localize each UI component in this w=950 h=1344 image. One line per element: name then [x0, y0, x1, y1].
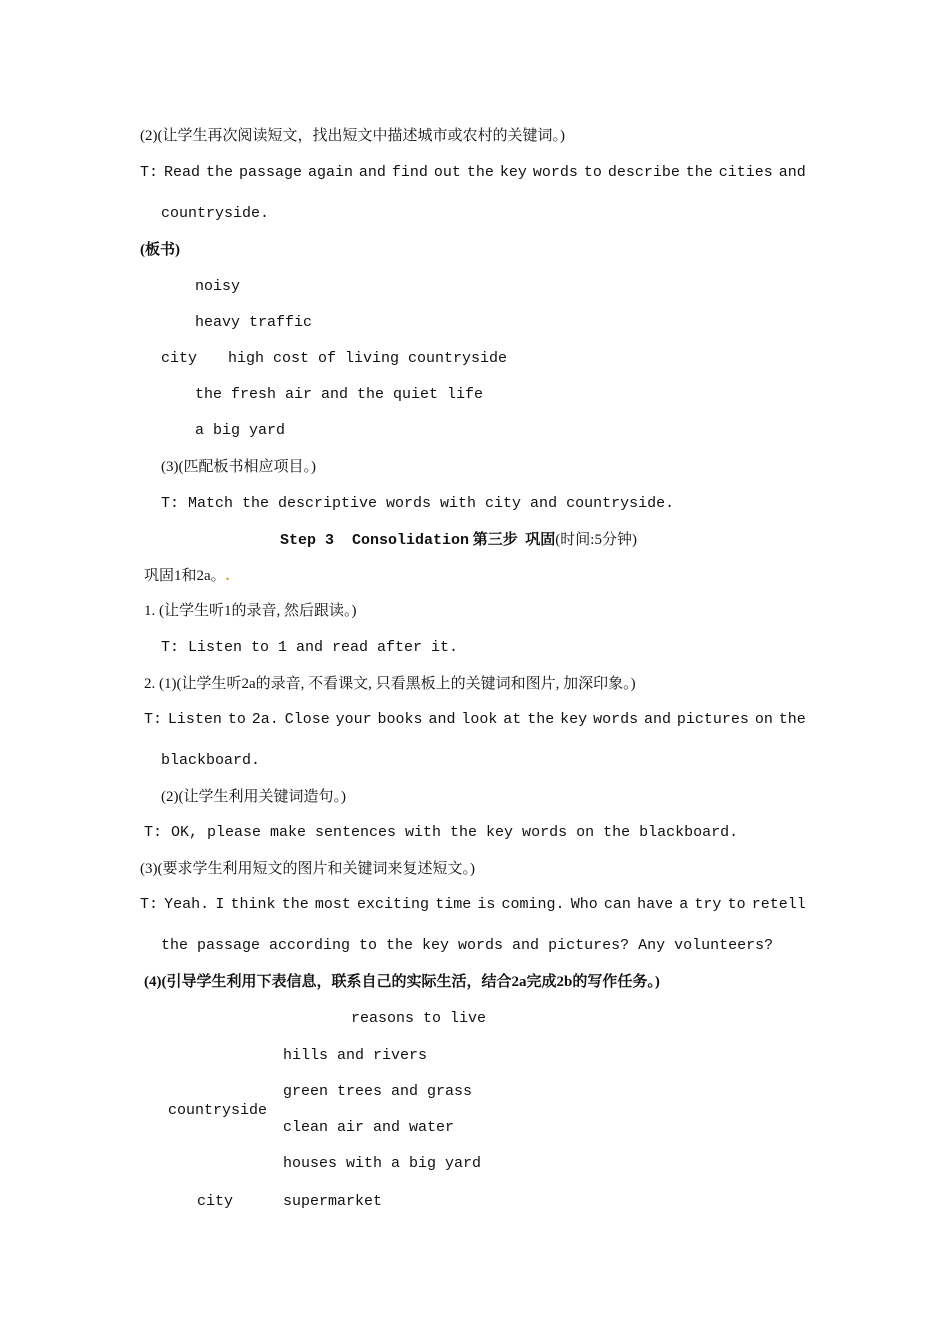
teacher-line-listen-2a-cont: blackboard.: [161, 752, 261, 769]
word: passage: [238, 164, 302, 181]
word: exciting: [357, 896, 430, 913]
word: again: [307, 164, 353, 181]
teacher-line-read-passage-cont: countryside.: [161, 205, 270, 222]
word: words: [593, 711, 639, 728]
word: Listen: [167, 711, 222, 728]
word: key: [499, 164, 527, 181]
word: the: [466, 164, 494, 181]
word: Read: [163, 164, 200, 181]
word: out: [433, 164, 461, 181]
word: have: [637, 896, 674, 913]
task-2-4-instruction: (4)(引导学生利用下表信息，联系自己的实际生活，结合2a完成2b的写作任务。): [144, 974, 660, 990]
step-heading-cn: 第三步 巩固: [472, 532, 556, 548]
word: at: [503, 711, 522, 728]
blackboard-item: a big yard: [195, 422, 286, 439]
table-item: supermarket: [283, 1193, 383, 1210]
word: retell: [751, 896, 806, 913]
table-item: green trees and grass: [283, 1083, 473, 1100]
blackboard-item: high cost of living countryside: [228, 350, 508, 367]
teacher-line-sentences: T: OK, please make sentences with the key words on the blackboard.: [144, 824, 739, 841]
word: most: [314, 896, 351, 913]
word: cities: [718, 164, 773, 181]
task-1-instruction: 1. (让学生听1的录音, 然后跟读。): [144, 603, 357, 619]
word: is: [477, 896, 496, 913]
table-item: clean air and water: [283, 1119, 455, 1136]
word: and: [643, 711, 671, 728]
word: on: [754, 711, 773, 728]
word: Close: [284, 711, 330, 728]
blackboard-item: noisy: [195, 278, 241, 295]
word: T:: [140, 896, 159, 913]
consolidation-intro-mark: .: [225, 568, 230, 584]
teacher-line-match: T: Match the descriptive words with city and countryside.: [161, 495, 675, 512]
table-item: hills and rivers: [283, 1047, 428, 1064]
consolidation-intro-text: 巩固1和2a。: [144, 568, 226, 584]
word: try: [694, 896, 722, 913]
word: your: [335, 711, 372, 728]
word: words: [532, 164, 578, 181]
word: Yeah.: [164, 896, 210, 913]
word: Who: [570, 896, 598, 913]
word: to: [583, 164, 602, 181]
word: and: [358, 164, 386, 181]
word: can: [603, 896, 631, 913]
table-label-countryside: countryside: [168, 1102, 268, 1119]
teacher-line-retell: [140, 895, 806, 915]
teacher-line-read-passage: [140, 163, 806, 183]
teacher-line-listen-2a: [144, 710, 806, 730]
word: think: [230, 896, 276, 913]
word: 2a.: [251, 711, 279, 728]
table-header: reasons to live: [351, 1010, 487, 1027]
teacher-line-listen-1: T: Listen to 1 and read after it.: [161, 639, 459, 656]
word: and: [428, 711, 456, 728]
word: describe: [607, 164, 680, 181]
task-2-instruction: 2. (1)(让学生听2a的录音, 不看课文, 只看黑板上的关键词和图片, 加深印象。): [144, 676, 636, 692]
task-2-3-instruction: (3)(要求学生利用短文的图片和关键词来复述短文。): [140, 861, 475, 877]
word: T:: [144, 711, 163, 728]
word: T:: [140, 164, 159, 181]
blackboard-heading: (板书): [140, 242, 180, 258]
word: books: [377, 711, 423, 728]
word: the: [205, 164, 233, 181]
task-2-2-instruction: (2)(让学生利用关键词造句。): [161, 789, 346, 805]
word: look: [461, 711, 498, 728]
word: the: [281, 896, 309, 913]
word: I: [215, 896, 225, 913]
instruction-2: (2)(让学生再次阅读短文，找出短文中描述城市或农村的关键词。): [140, 128, 565, 144]
word: to: [227, 711, 246, 728]
table-item: houses with a big yard: [283, 1155, 482, 1172]
word: the: [778, 711, 806, 728]
word: to: [727, 896, 746, 913]
blackboard-item: heavy traffic: [195, 314, 313, 331]
word: the: [685, 164, 713, 181]
table-label-city: city: [197, 1193, 234, 1210]
step-heading: [280, 530, 637, 551]
consolidation-intro: [144, 566, 229, 586]
word: time: [435, 896, 472, 913]
word: the: [527, 711, 555, 728]
word: key: [560, 711, 588, 728]
step-heading-time: (时间:5分钟): [555, 532, 637, 548]
blackboard-item: the fresh air and the quiet life: [195, 386, 484, 403]
word: coming.: [501, 896, 565, 913]
word: pictures: [676, 711, 749, 728]
word: find: [391, 164, 428, 181]
instruction-3: (3)(匹配板书相应项目。): [161, 459, 316, 475]
word: and: [778, 164, 806, 181]
step-heading-en: Step 3 Consolidation: [280, 532, 470, 549]
blackboard-city-label: city: [161, 350, 198, 367]
word: a: [679, 896, 689, 913]
teacher-line-retell-cont: the passage according to the key words and pictures? Any volunteers?: [161, 937, 774, 954]
